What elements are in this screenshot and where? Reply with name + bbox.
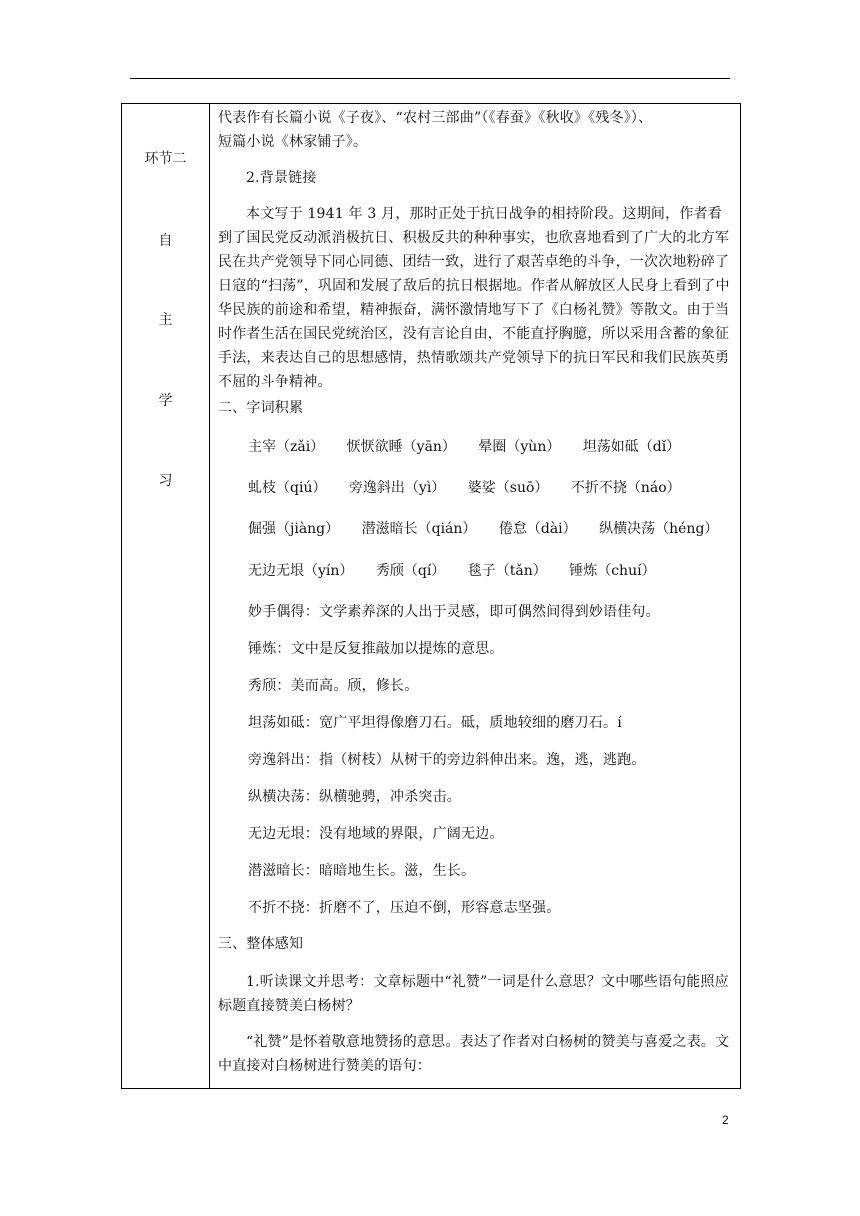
section-label: 环节二 [144, 151, 187, 167]
section-char-3: 学 [158, 393, 173, 409]
vocab-item: 旁逸斜出（yì） [348, 480, 446, 496]
vocab-item: 主宰（zǎi） [248, 439, 325, 455]
definition-line: 不折不挠：折磨不了，压迫不倒，形容意志坚强。 [248, 900, 561, 916]
lesson-table [121, 103, 741, 1089]
definition-line: 潜滋暗长：暗暗地生长。滋，生长。 [248, 863, 476, 879]
section-char-4: 习 [158, 473, 173, 489]
vocab-item: 恹恹欲睡（yān） [346, 439, 456, 455]
definition-line: 妙手偶得：文学素养深的人出于灵感，即可偶然间得到妙语佳句。 [248, 604, 660, 620]
background-heading: 2.背景链接 [246, 170, 317, 186]
vocab-item: 晕圈（yùn） [478, 439, 561, 455]
section-char-2: 主 [158, 312, 173, 328]
vocab-item: 坦荡如砥（dǐ） [582, 439, 681, 455]
vocab-item: 锤炼（chuí） [569, 563, 656, 579]
definition-line: 纵横决荡：纵横驰骋，冲杀突击。 [248, 789, 461, 805]
answer-1: “礼赞”是怀着敬意地赞扬的意思。表达了作者对白杨树的赞美与喜爱之表。文中直接对白杨树进行赞美的语句： [218, 1034, 730, 1074]
question-1: 1.听读课文并思考：文章标题中“礼赞”一词是什么意思？文中哪些语句能照应标题直接赞美白杨树？ [218, 974, 729, 1014]
vocab-item: 婆娑（suō） [467, 480, 549, 496]
vocab-item: 毯子（tǎn） [467, 563, 547, 579]
definition-line: 坦荡如砥：宽广平坦得像磨刀石。砥，质地较细的磨刀石。í [248, 715, 622, 731]
vocab-item: 无边无垠（yín） [248, 563, 354, 579]
vocab-row [248, 559, 738, 583]
vocab-row [248, 517, 738, 541]
vocab-item: 秀颀（qí） [375, 563, 446, 579]
definition-line: 无边无垠：没有地域的界限，广阔无边。 [248, 826, 504, 842]
vocab-item: 倦怠（dài） [498, 521, 577, 537]
page-number: 2 [722, 1113, 729, 1127]
definition-line: 秀颀：美而高。颀，修长。 [248, 678, 419, 694]
definition-line: 旁逸斜出：指（树枝）从树干的旁边斜伸出来。逸，逃，逃跑。 [248, 752, 646, 768]
vocab-item: 纵横决荡（héng） [599, 521, 719, 537]
vocab-item: 倔强（jiàng） [248, 521, 340, 537]
vocab-item: 不折不挠（náo） [570, 480, 681, 496]
overall-heading: 三、整体感知 [218, 936, 304, 952]
intro-line-1: 代表作有长篇小说《子夜》、“农村三部曲”（《春蚕》《秋收》《残冬》）、 [218, 110, 653, 126]
vocab-item: 潜滋暗长（qián） [361, 521, 477, 537]
intro-line-2: 短篇小说《林家铺子》。 [218, 134, 368, 150]
vocab-item: 虬枝（qiú） [248, 480, 327, 496]
vocab-row [248, 435, 738, 459]
vocab-row [248, 476, 738, 500]
content-column [218, 104, 740, 1088]
vocab-heading: 二、字词积累 [218, 400, 304, 416]
background-text: 本文写于 1941 年 3 月，那时正处于抗日战争的相持阶段。这期间，作者看到了国民党反动派消极抗日、积极反共的种种事实，也欣喜地看到了广大的北方军民在共产党领导下同心同德、团结一致，进行了艰苦卓绝的斗争，一次次地粉碎了日寇的“扫荡”，巩固和发展了敌后的抗日根据地。作者从解放区人民身上看到了中华民族的前途和希望，精神振奋，满怀激情地写下了《白杨礼赞》等散文。由于当时作者生活在国民党统治区，没有言论自由，不能直抒胸臆，所以采用含蓄的象征手法，来表达自己的思想感情，热情歌颂共产党领导下的抗日军民和我们民族英勇不屈的斗争精神。 [218, 206, 730, 390]
header-rule [130, 78, 730, 79]
column-divider [209, 104, 210, 1088]
definition-line: 锤炼：文中是反复推敲加以提炼的意思。 [248, 641, 504, 657]
section-char-1: 自 [158, 233, 173, 249]
left-column [122, 104, 209, 1088]
